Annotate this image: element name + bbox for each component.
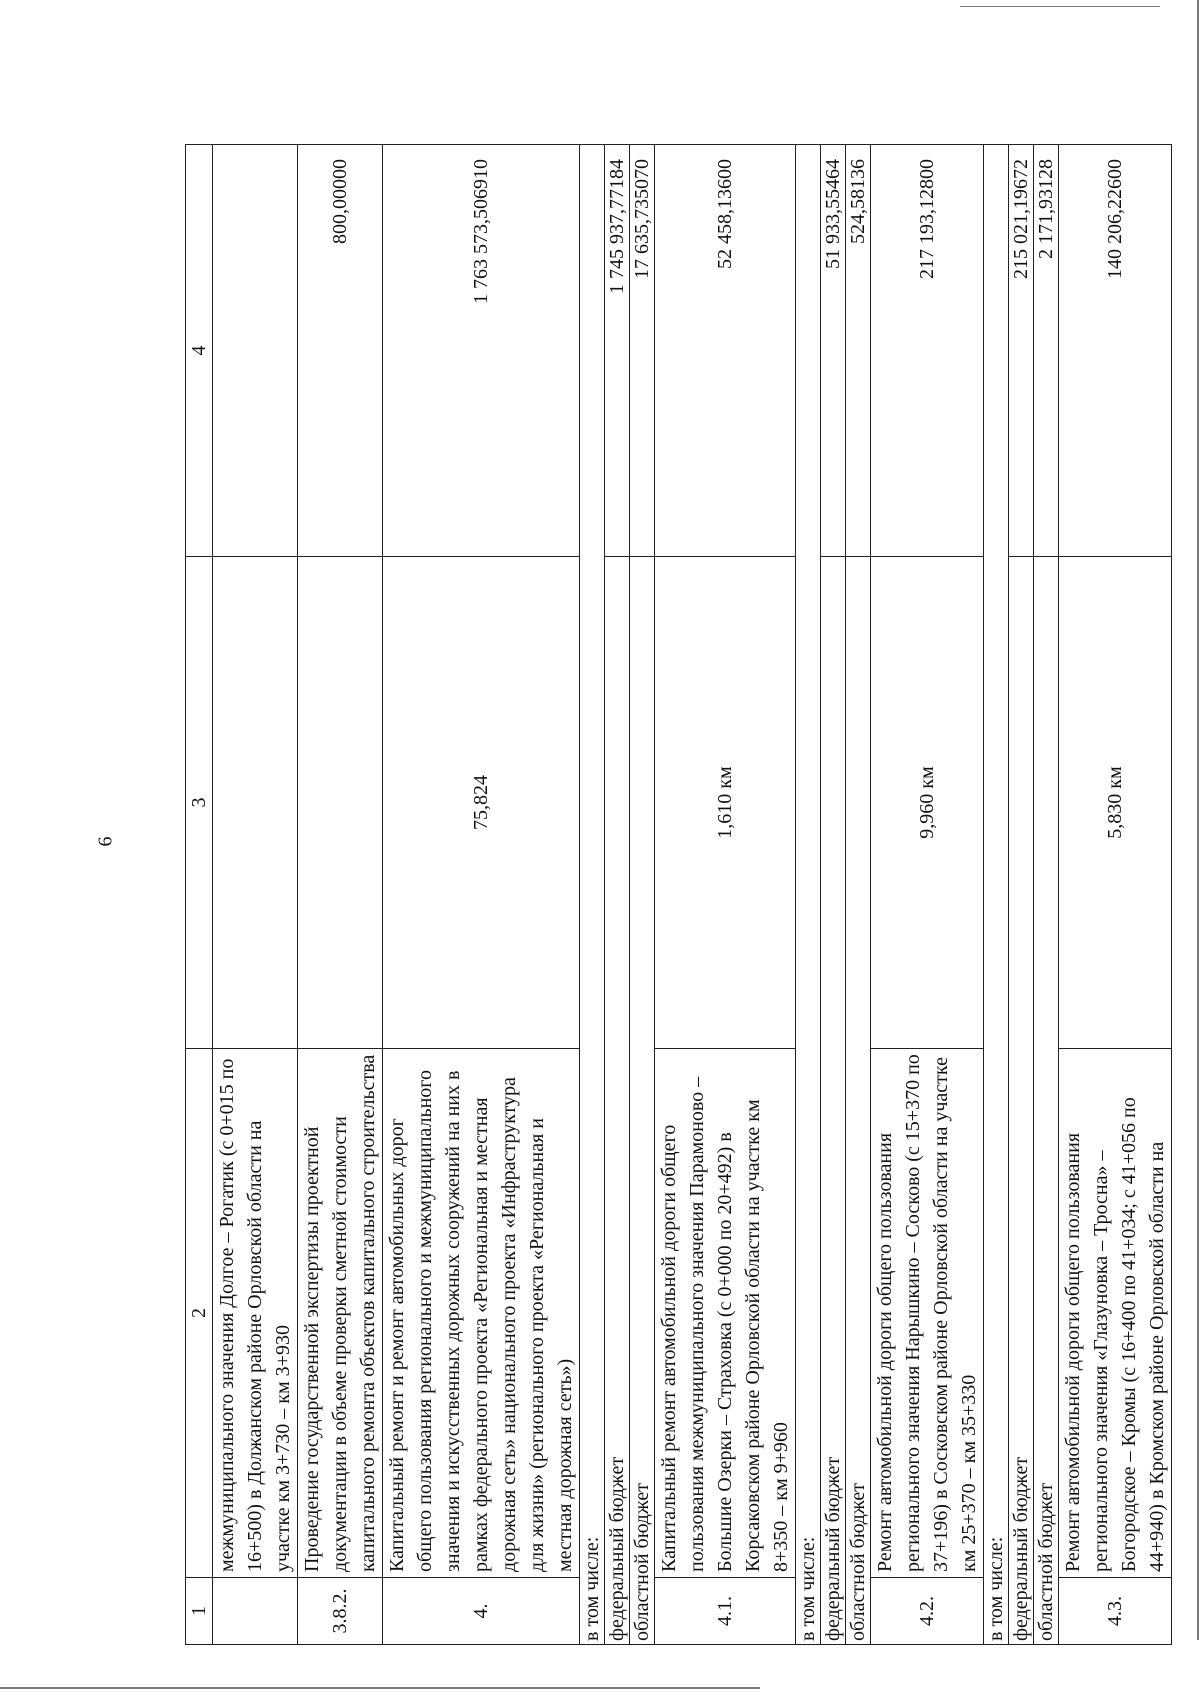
budget-source-row bbox=[821, 145, 846, 1645]
row-description: межмуниципального значения Долгое – Рогатик (с 0+015 по 16+500) в Должанском районе Орловской области на участке км 3+730 – км 3+930 bbox=[213, 1049, 298, 1578]
row-number: 4.2. bbox=[871, 1578, 984, 1645]
in-that-number-label: в том числе: bbox=[580, 145, 605, 1645]
row-description: Ремонт автомобильной дороги общего пользования регионального значения Нарышкино – Сосково (с 15+370 по 37+196) в Сосковском районе Орловской области на участке км 25+370 – км 35+330 bbox=[871, 1049, 984, 1578]
row-quantity: 5,830 км bbox=[1059, 557, 1172, 1049]
budget-source-row bbox=[630, 145, 655, 1645]
budget-source-label: федеральный бюджет bbox=[821, 557, 846, 1645]
row-number bbox=[213, 1578, 298, 1645]
budget-source-amount: 2 171,93128 bbox=[1034, 145, 1059, 557]
budget-source-label: областной бюджет bbox=[846, 557, 871, 1645]
table-row bbox=[1059, 145, 1172, 1645]
header-col-3: 3 bbox=[186, 557, 213, 1049]
row-description: Ремонт автомобильной дороги общего пользования регионального значения «Глазуновка – Тросна» – Богородское – Кромы (с 16+400 по 41+034; с 41+056 по 44+940) в Кромском районе Орловской области на bbox=[1059, 1049, 1172, 1578]
budget-source-row bbox=[1009, 145, 1034, 1645]
subtotal-label-row bbox=[984, 145, 1009, 1645]
table-row bbox=[383, 145, 580, 1645]
scan-edge-right bbox=[1197, 0, 1199, 1640]
budget-source-row bbox=[605, 145, 630, 1645]
budget-source-amount: 1 745 937,77184 bbox=[605, 145, 630, 557]
row-description: Капитальный ремонт и ремонт автомобильных дорог общего пользования регионального и межмуниципального значения и искусственных дорожных сооружений на них в рамках федерального проекта «Региональная и местная дорожная сеть» национального проекта «Инфраструктура для жизни» (регионального проекта «Региональная и местная дорожная сеть») bbox=[383, 1049, 580, 1578]
scan-edge-bottom bbox=[0, 1687, 760, 1689]
row-amount: 217 193,12800 bbox=[871, 145, 984, 557]
row-amount: 800,00000 bbox=[298, 145, 383, 557]
budget-source-amount: 17 635,735070 bbox=[630, 145, 655, 557]
table-row bbox=[871, 145, 984, 1645]
subtotal-label-row bbox=[580, 145, 605, 1645]
page-number: 6 bbox=[94, 836, 117, 847]
row-quantity: 9,960 км bbox=[871, 557, 984, 1049]
scan-edge-top bbox=[960, 6, 1160, 7]
row-number: 4.1. bbox=[655, 1578, 796, 1645]
rotated-page-content bbox=[185, 145, 1168, 1645]
subtotal-label-row bbox=[796, 145, 821, 1645]
budget-table bbox=[185, 144, 1172, 1645]
budget-source-label: федеральный бюджет bbox=[605, 557, 630, 1645]
row-number: 4. bbox=[383, 1578, 580, 1645]
row-number: 4.3. bbox=[1059, 1578, 1172, 1645]
row-amount: 52 458,13600 bbox=[655, 145, 796, 557]
row-quantity: 75,824 bbox=[383, 557, 580, 1049]
header-col-1: 1 bbox=[186, 1578, 213, 1645]
budget-source-label: областной бюджет bbox=[630, 557, 655, 1645]
budget-source-amount: 524,58136 bbox=[846, 145, 871, 557]
table-row bbox=[655, 145, 796, 1645]
in-that-number-label: в том числе: bbox=[796, 145, 821, 1645]
budget-source-row bbox=[1034, 145, 1059, 1645]
table-header-row bbox=[186, 145, 213, 1645]
row-quantity bbox=[298, 557, 383, 1049]
table-row bbox=[213, 145, 298, 1645]
budget-source-row bbox=[846, 145, 871, 1645]
table-body bbox=[186, 145, 1172, 1645]
in-that-number-label: в том числе: bbox=[984, 145, 1009, 1645]
row-quantity: 1,610 км bbox=[655, 557, 796, 1049]
row-description: Капитальный ремонт автомобильной дороги общего пользования межмуниципального значения Парамоново – Большие Озерки – Страховка (с 0+000 по 20+492) в Корсаковском районе Орловской области на участке км 8+350 – км 9+960 bbox=[655, 1049, 796, 1578]
budget-source-amount: 215 021,19672 bbox=[1009, 145, 1034, 557]
budget-source-label: областной бюджет bbox=[1034, 557, 1059, 1645]
row-amount: 1 763 573,506910 bbox=[383, 145, 580, 557]
row-amount bbox=[213, 145, 298, 557]
header-col-4: 4 bbox=[186, 145, 213, 557]
row-number: 3.8.2. bbox=[298, 1578, 383, 1645]
row-amount: 140 206,22600 bbox=[1059, 145, 1172, 557]
row-quantity bbox=[213, 557, 298, 1049]
budget-source-amount: 51 933,55464 bbox=[821, 145, 846, 557]
table-row bbox=[298, 145, 383, 1645]
header-col-2: 2 bbox=[186, 1049, 213, 1578]
row-description: Проведение государственной экспертизы проектной документации в объеме проверки сметной стоимости капитального ремонта объектов капитального строительства bbox=[298, 1049, 383, 1578]
budget-source-label: федеральный бюджет bbox=[1009, 557, 1034, 1645]
